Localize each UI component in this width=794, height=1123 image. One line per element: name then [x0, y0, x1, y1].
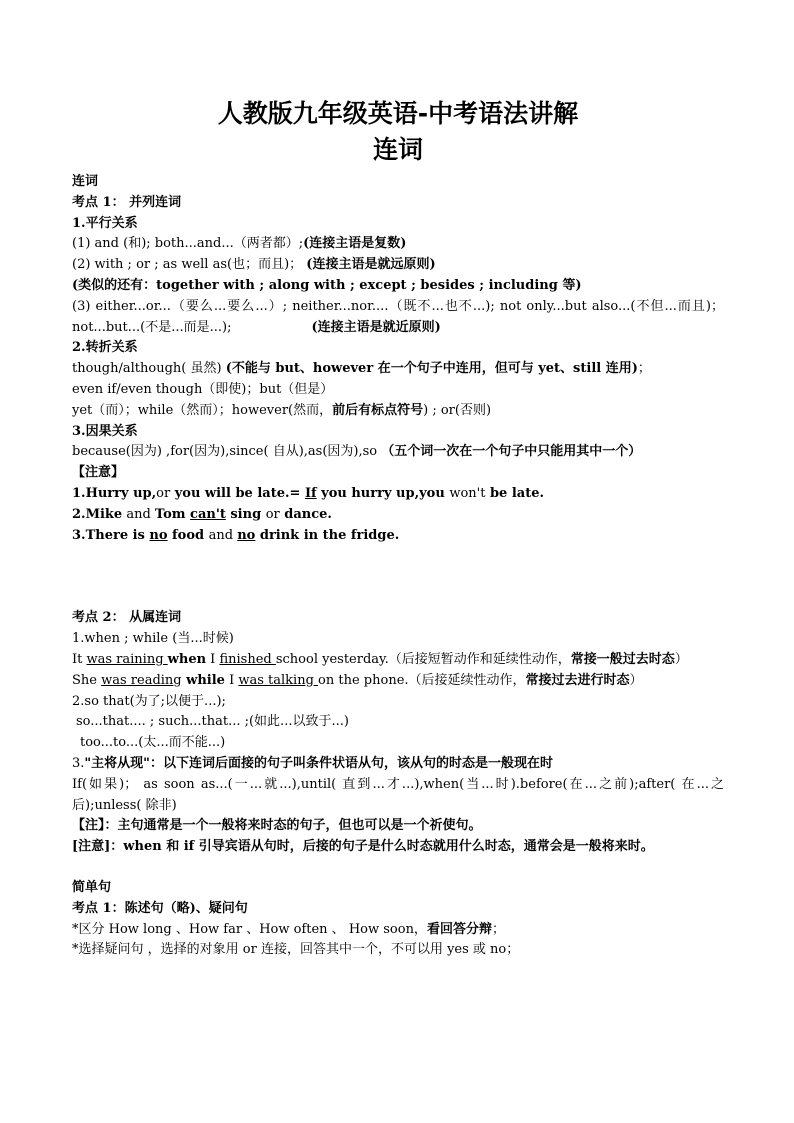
- text: in the fridge.: [303, 527, 400, 543]
- text: ) ; or(否则): [423, 402, 492, 418]
- text: won't: [449, 485, 486, 501]
- transition-line-3: [72, 401, 724, 422]
- bold-note: (不能与 but、however 在一个句子中连用，但可与 yet、still 连用): [225, 361, 638, 377]
- bold-note: 常接一般过去时态: [570, 651, 675, 667]
- document-title: 人教版九年级英语-中考语法讲解: [217, 99, 579, 128]
- bold-note: "主将从现"：以下连词后面接的句子叫条件状语从句，该从句的时态是一般现在时: [84, 755, 553, 771]
- transition-line-1: [72, 359, 724, 380]
- text: while: [181, 672, 225, 688]
- text: I: [206, 651, 220, 667]
- text: you will be late.=: [170, 485, 305, 501]
- text: ；: [491, 921, 505, 937]
- text: because(因为) ,for(因为),since( 自从),as(因为),so: [72, 444, 378, 460]
- causal-heading: 3.因果关系: [72, 423, 138, 439]
- section-heading-conjunctions: 连词: [72, 174, 99, 189]
- parallel-heading: 1.平行关系: [72, 215, 138, 231]
- note-example-2: [72, 505, 724, 526]
- point-2-heading: 考点 2： 从属连词: [72, 610, 182, 626]
- text: ；: [637, 361, 651, 377]
- parallel-line-1: [72, 234, 724, 255]
- parallel-line-4: [72, 297, 724, 339]
- bold-note: 前后有标点符号: [332, 402, 424, 418]
- spacer: [72, 546, 724, 608]
- simple-sentence-line-1: [72, 920, 724, 941]
- so-that-line-2: so...that.... ; such...that... ;(如此...以致于...): [76, 714, 349, 730]
- bold-note: (连接主语是复数): [303, 236, 407, 252]
- text: 3.There is: [72, 527, 150, 543]
- causal-line-1: [72, 442, 724, 463]
- bold-note: （五个词一次在一个句子中只能用其中一个）: [381, 444, 642, 460]
- text: when: [167, 651, 207, 667]
- text: (3) either...or...（要么...要么...）; neither...nor....（既不...也不...); not only...but also...(不但...而且)； not...but...(不是...而是...);: [72, 298, 724, 335]
- when-example-2: [72, 671, 724, 692]
- condition-note-2: [注意]：when 和 if 引导宾语从句时，后接的句子是什么时态就用什么时态，通常会是一般将来时。: [72, 839, 654, 855]
- note-example-1: [72, 484, 724, 505]
- document-page: [72, 96, 724, 961]
- bold-note: 常接过去进行时态: [525, 672, 630, 688]
- underlined-word: no: [237, 527, 256, 543]
- text: and: [208, 527, 234, 543]
- condition-heading: [72, 754, 724, 775]
- transition-heading: 2.转折关系: [72, 340, 138, 356]
- text: on the phone.（后接延续性动作，: [318, 672, 526, 688]
- text: It: [72, 651, 87, 667]
- so-that-heading: 2.so that(为了;以便于...);: [72, 693, 226, 709]
- text: ）: [629, 672, 643, 688]
- text: ）: [674, 651, 688, 667]
- simple-sentence-heading: 简单句: [72, 879, 112, 895]
- text: 3.: [72, 755, 85, 771]
- simple-sentence-point-1: 考点 1：陈述句（略)、疑问句: [72, 900, 248, 916]
- note-heading: 【注意】: [72, 465, 125, 481]
- text: drink: [255, 527, 304, 543]
- text: though/although( 虽然): [72, 361, 222, 377]
- point-1-heading: 考点 1： 并列连词: [72, 194, 182, 210]
- underlined-word: no: [149, 527, 168, 543]
- condition-line-1: If(如果)； as soon as...(一...就...),until( 直到...才...),when(当...时).before(在...之前);after( 在...之后);unless( 除非): [72, 776, 724, 813]
- text: 1.Hurry up,: [72, 485, 157, 501]
- bold-note: (连接主语是就近原则): [311, 319, 441, 335]
- bold-note: (连接主语是就远原则): [306, 257, 436, 273]
- text: or: [156, 485, 171, 501]
- underlined-word: can't: [190, 506, 226, 522]
- text: (2) with ; or ; as well as(也；而且)；: [72, 257, 303, 273]
- text: (1) and (和); both...and...（两者都）;: [72, 236, 304, 252]
- underlined-word: If: [304, 485, 317, 501]
- text: *区分 How long 、How far 、How often 、 How soon，: [72, 921, 427, 937]
- text: sing: [225, 506, 266, 522]
- parallel-line-2: [72, 255, 724, 276]
- when-example-1: [72, 650, 724, 671]
- text: school yesterday.（后接短暂动作和延续性动作，: [275, 651, 571, 667]
- underlined-phrase: was raining: [86, 651, 168, 667]
- text: Tom: [154, 506, 191, 522]
- so-that-line-3: too...to...(太...而不能...): [80, 735, 226, 751]
- simple-sentence-line-2: *选择疑问句 ，选择的对象用 or 连接，回答其中一个，不可以用 yes 或 no；: [72, 942, 520, 958]
- underlined-phrase: was talking: [238, 672, 319, 688]
- text: you hurry up,you: [316, 485, 450, 501]
- text: food: [167, 527, 209, 543]
- text: be late.: [485, 485, 545, 501]
- underlined-phrase: finished: [219, 651, 276, 667]
- transition-line-2: even if/even though（即使)；but（但是）: [72, 381, 334, 397]
- document-subtitle: 连词: [372, 135, 423, 164]
- bold-note: 看回答分辩: [426, 921, 492, 937]
- text: or: [265, 506, 280, 522]
- spacer: [72, 858, 724, 878]
- when-heading: 1.when ; while (当...时候): [72, 631, 234, 647]
- text: yet（而）；while（然而）；however(然而，: [72, 402, 333, 418]
- text: and: [122, 506, 155, 522]
- text: 2.Mike: [72, 506, 123, 522]
- text: She: [72, 672, 102, 688]
- note-example-3: [72, 526, 724, 547]
- underlined-phrase: was reading: [101, 672, 182, 688]
- text: dance.: [279, 506, 332, 522]
- condition-note-1: 【注】：主句通常是一个一般将来时态的句子，但也可以是一个祈使句。: [72, 818, 482, 834]
- parallel-line-3: (类似的还有：together with ; along with ; except ; besides ; including 等): [72, 277, 582, 293]
- text: I: [224, 672, 239, 688]
